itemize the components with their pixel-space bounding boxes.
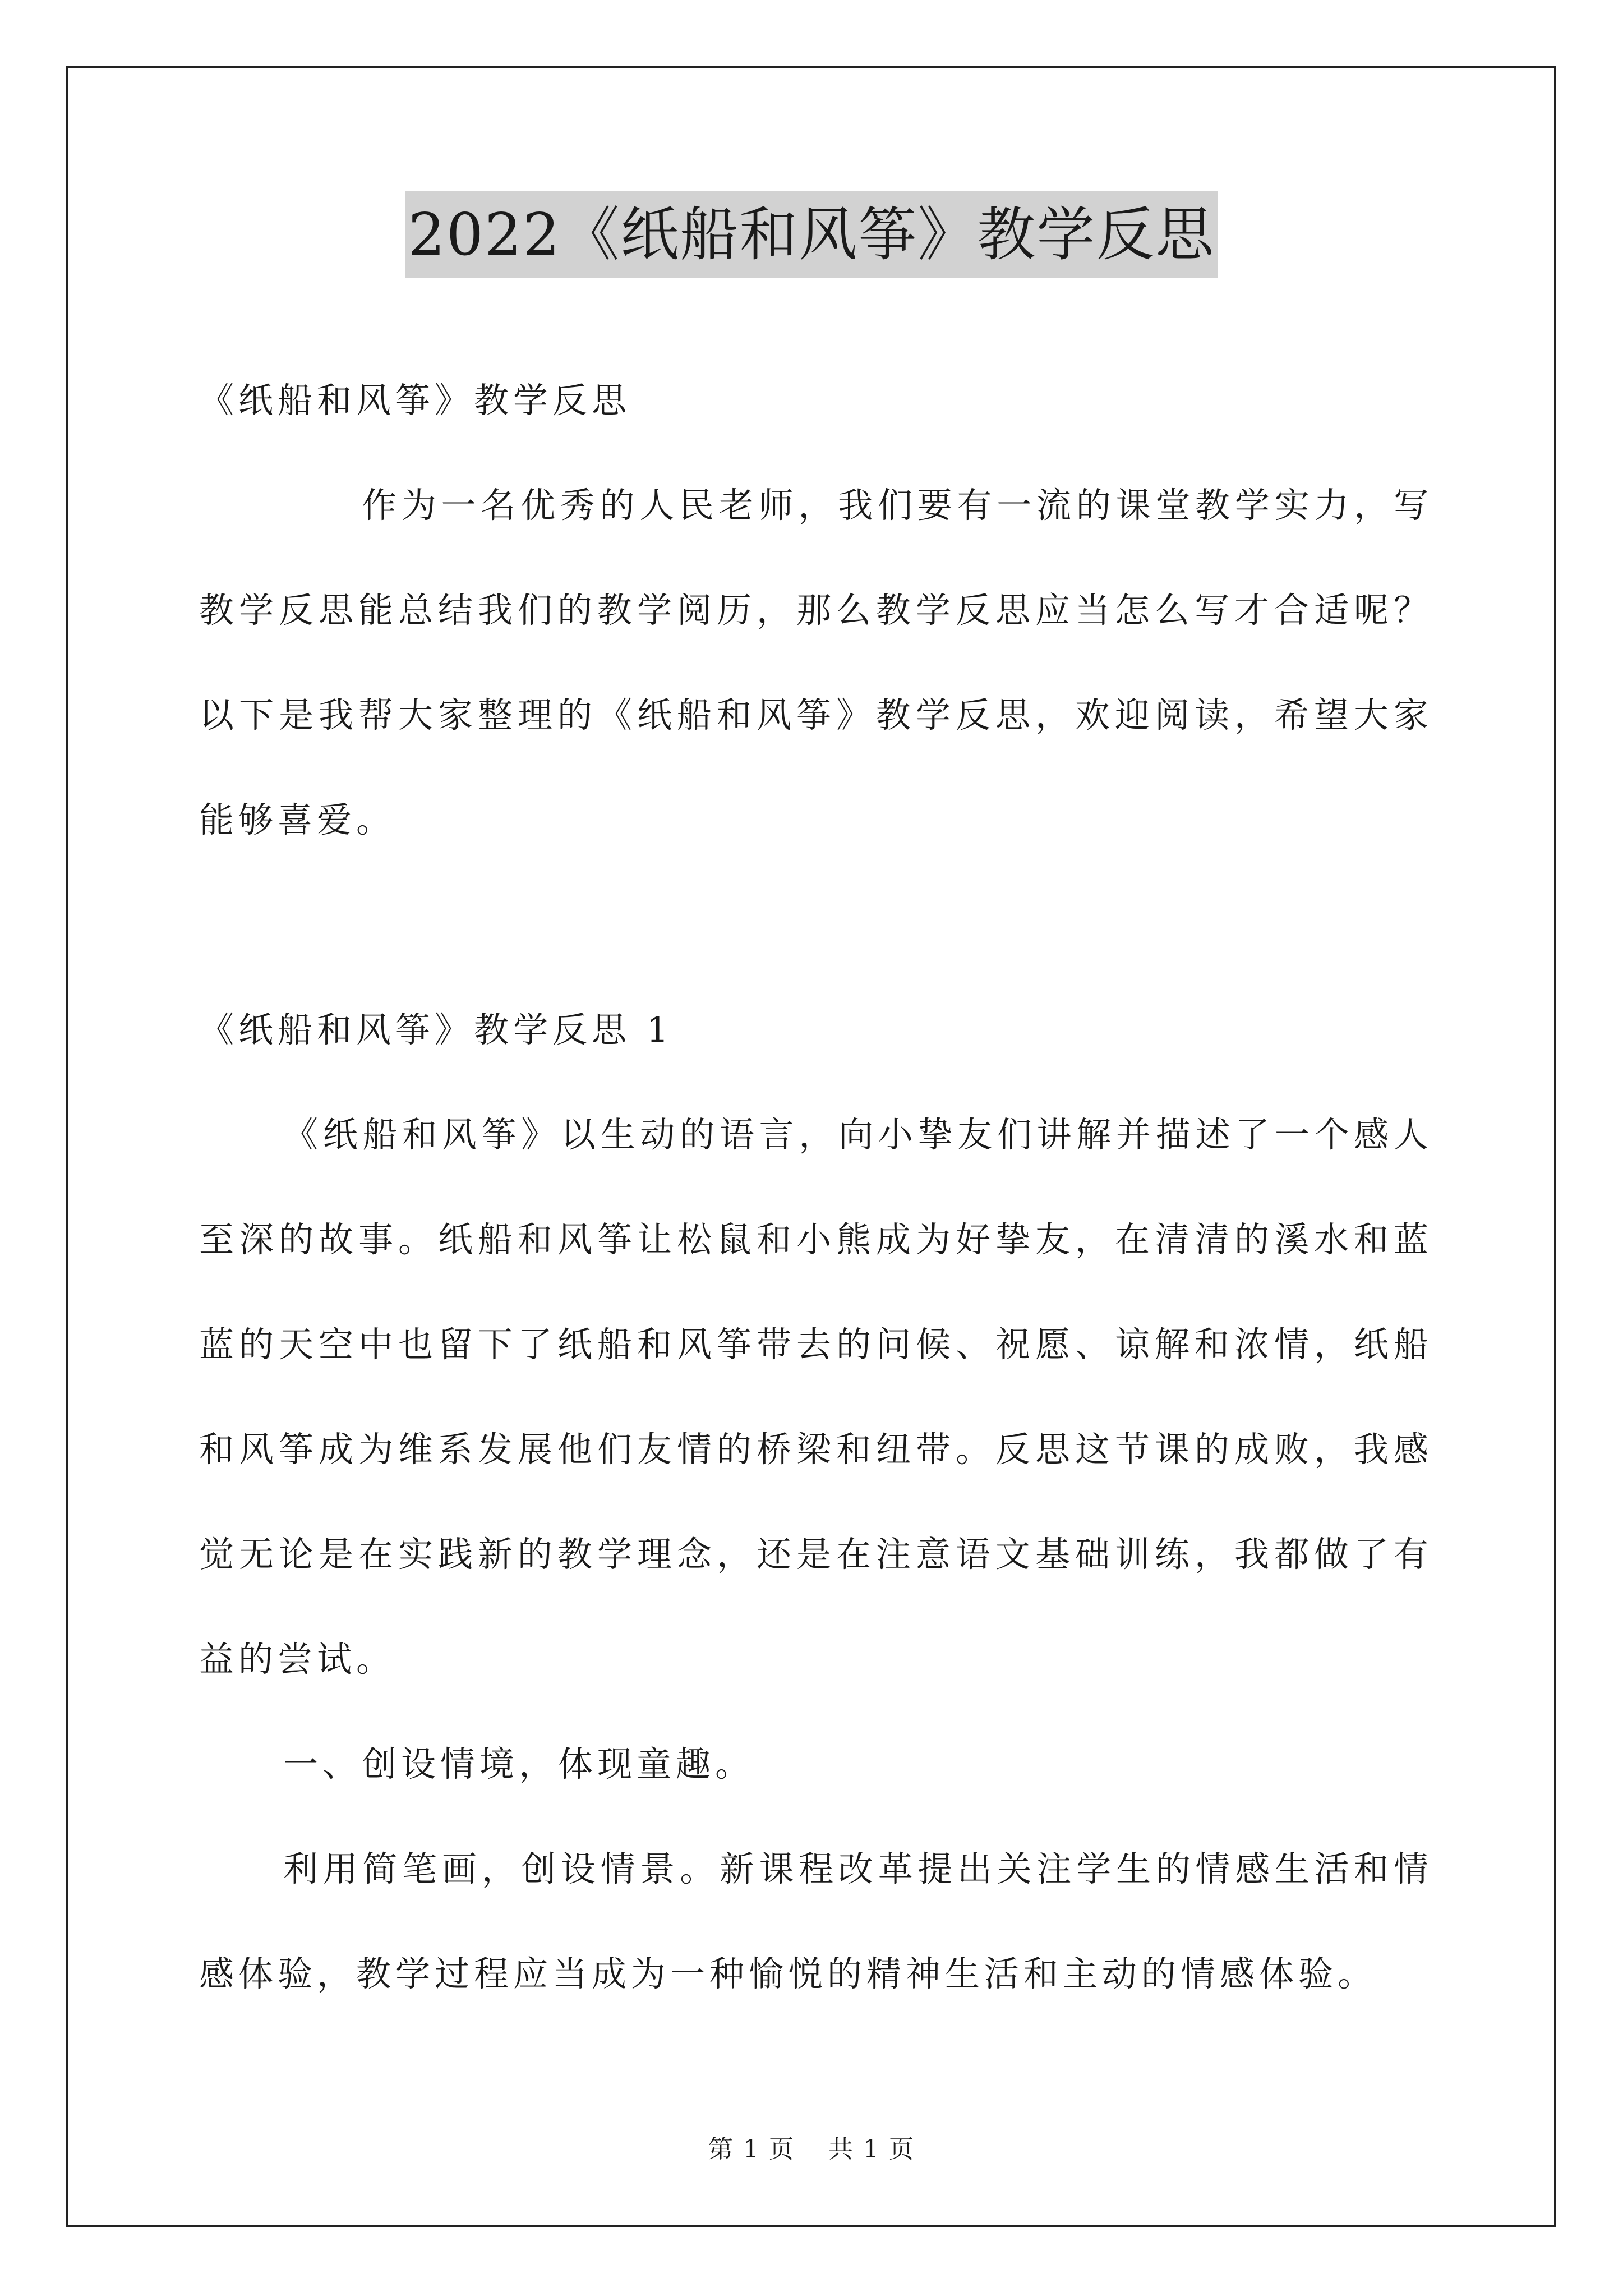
body-paragraph: 一、创设情境，体现童趣。 bbox=[283, 1743, 755, 1784]
document-title: 2022《纸船和风筝》教学反思 bbox=[405, 191, 1219, 278]
section-heading: 《纸船和风筝》教学反思 1 bbox=[199, 1009, 674, 1050]
page-number-total: 共 1 页 bbox=[828, 2135, 915, 2164]
title-container bbox=[0, 191, 1623, 278]
body-paragraph: 利用简笔画，创设情景。新课程改革提出关注学生的情感生活和情感体验，教学过程应当成为一种愉悦的精神生活和主动的情感体验。 bbox=[199, 1848, 1433, 1994]
intro-paragraph: 作为一名优秀的人民老师，我们要有一流的课堂教学实力，写教学反思能总结我们的教学阅历，那么教学反思应当怎么写才合适呢？以下是我帮大家整理的《纸船和风筝》教学反思，欢迎阅读，希望大家能够喜爱。 bbox=[199, 485, 1433, 840]
document-body bbox=[199, 348, 1433, 2026]
body-paragraph: 《纸船和风筝》以生动的语言，向小挚友们讲解并描述了一个感人至深的故事。纸船和风筝让松鼠和小熊成为好挚友，在清清的溪水和蓝蓝的天空中也留下了纸船和风筝带去的问候、祝愿、谅解和浓情，纸船和风筝成为维系发展他们友情的桥梁和纽带。反思这节课的成败，我感觉无论是在实践新的教学理念，还是在注意语文基础训练，我都做了有益的尝试。 bbox=[199, 1114, 1433, 1680]
document-subtitle: 《纸船和风筝》教学反思 bbox=[199, 380, 631, 421]
page-footer bbox=[0, 2129, 1623, 2165]
page-number-current: 第 1 页 bbox=[708, 2135, 795, 2164]
